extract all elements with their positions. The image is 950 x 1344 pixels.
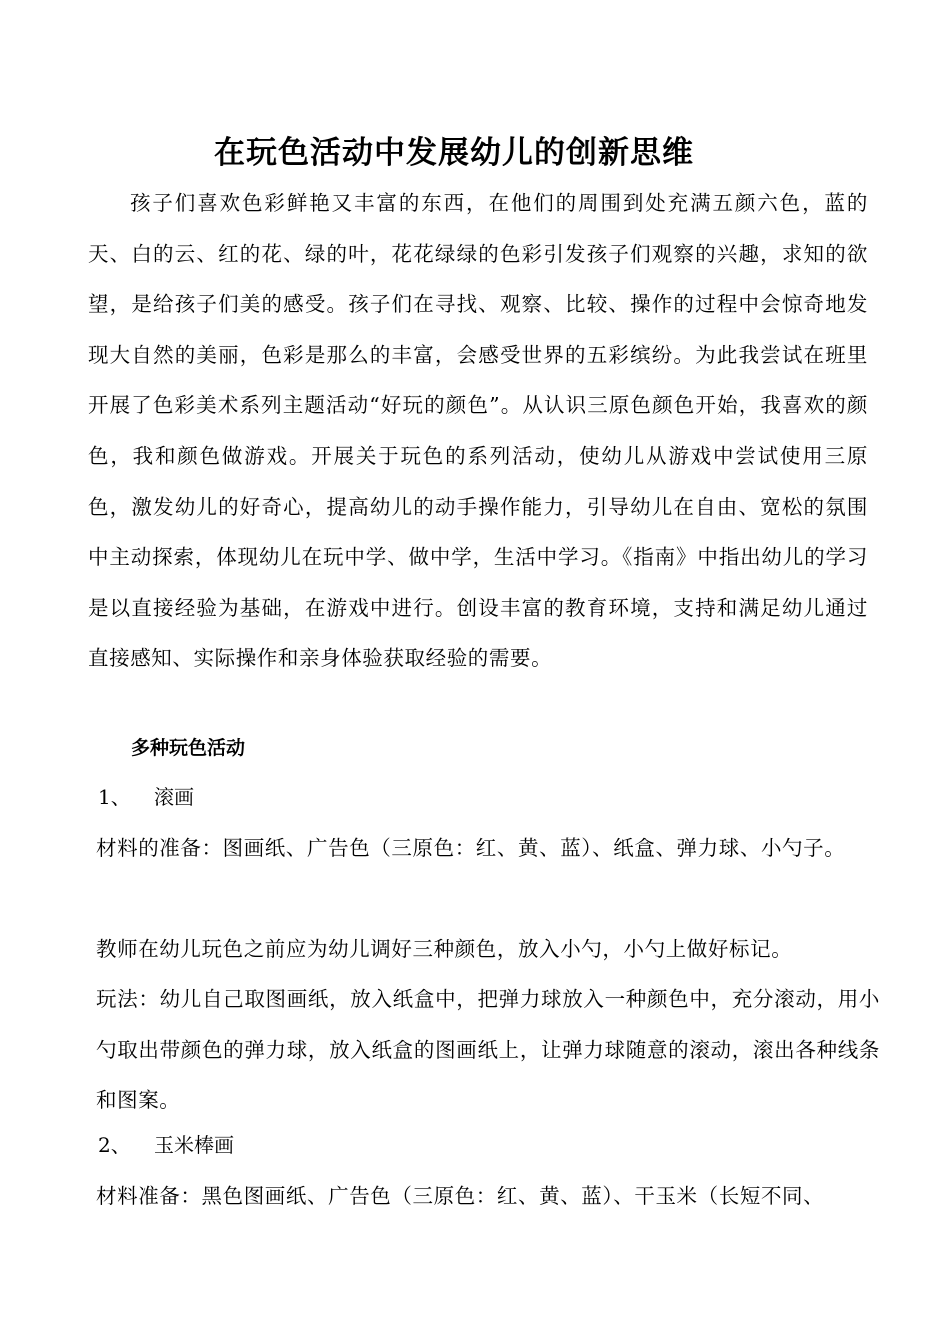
list-item-1-materials: 材料的准备：图画纸、广告色（三原色：红、黄、蓝）、纸盒、弹力球、小勺子。 [96, 836, 846, 860]
list-item-2-number: 2、 [98, 1133, 131, 1157]
list-item-1-number: 1、 [98, 785, 131, 809]
intro-paragraph: 孩子们喜欢色彩鲜艳又丰富的东西，在他们的周围到处充满五颜六色，蓝的天、白的云、红的花、绿的叶，花花绿绿的色彩引发孩子们观察的兴趣，求知的欲望，是给孩子们美的感受。孩子们在寻找、观察、比较、操作的过程中会惊奇地发现大自然的美丽，色彩是那么的丰富，会感受世界的五彩缤纷。为此我尝试在班里开展了色彩美术系列主题活动“好玩的颜色”。从认识三原色颜色开始，我喜欢的颜色，我和颜色做游戏。开展关于玩色的系列活动，使幼儿从游戏中尝试使用三原色，激发幼儿的好奇心，提高幼儿的动手操作能力，引导幼儿在自由、宽松的氛围中主动探索，体现幼儿在玩中学、做中学，生活中学习。《指南》中指出幼儿的学习是以直接经验为基础，在游戏中进行。创设丰富的教育环境，支持和满足幼儿通过直接感知、实际操作和亲身体验获取经验的需要。 [88, 191, 868, 671]
list-item-2-materials: 材料准备：黑色图画纸、广告色（三原色：红、黄、蓝）、干玉米（长短不同、 [96, 1184, 825, 1208]
list-item-1-prep: 教师在幼儿玩色之前应为幼儿调好三种颜色，放入小勺，小勺上做好标记。 [96, 937, 793, 961]
list-item-1-heading [98, 777, 194, 817]
list-item-1-name: 滚画 [154, 785, 194, 809]
document-title: 在玩色活动中发展幼儿的创新思维 [214, 135, 694, 171]
list-item-2-name: 玉米棒画 [154, 1133, 234, 1157]
section-heading: 多种玩色活动 [131, 737, 246, 759]
list-item-2-heading [98, 1125, 234, 1165]
list-item-1-method: 玩法：幼儿自己取图画纸，放入纸盒中，把弹力球放入一种颜色中，充分滚动，用小勺取出带颜色的弹力球，放入纸盒的图画纸上，让弹力球随意的滚动，滚出各种线条和图案。 [96, 987, 880, 1113]
